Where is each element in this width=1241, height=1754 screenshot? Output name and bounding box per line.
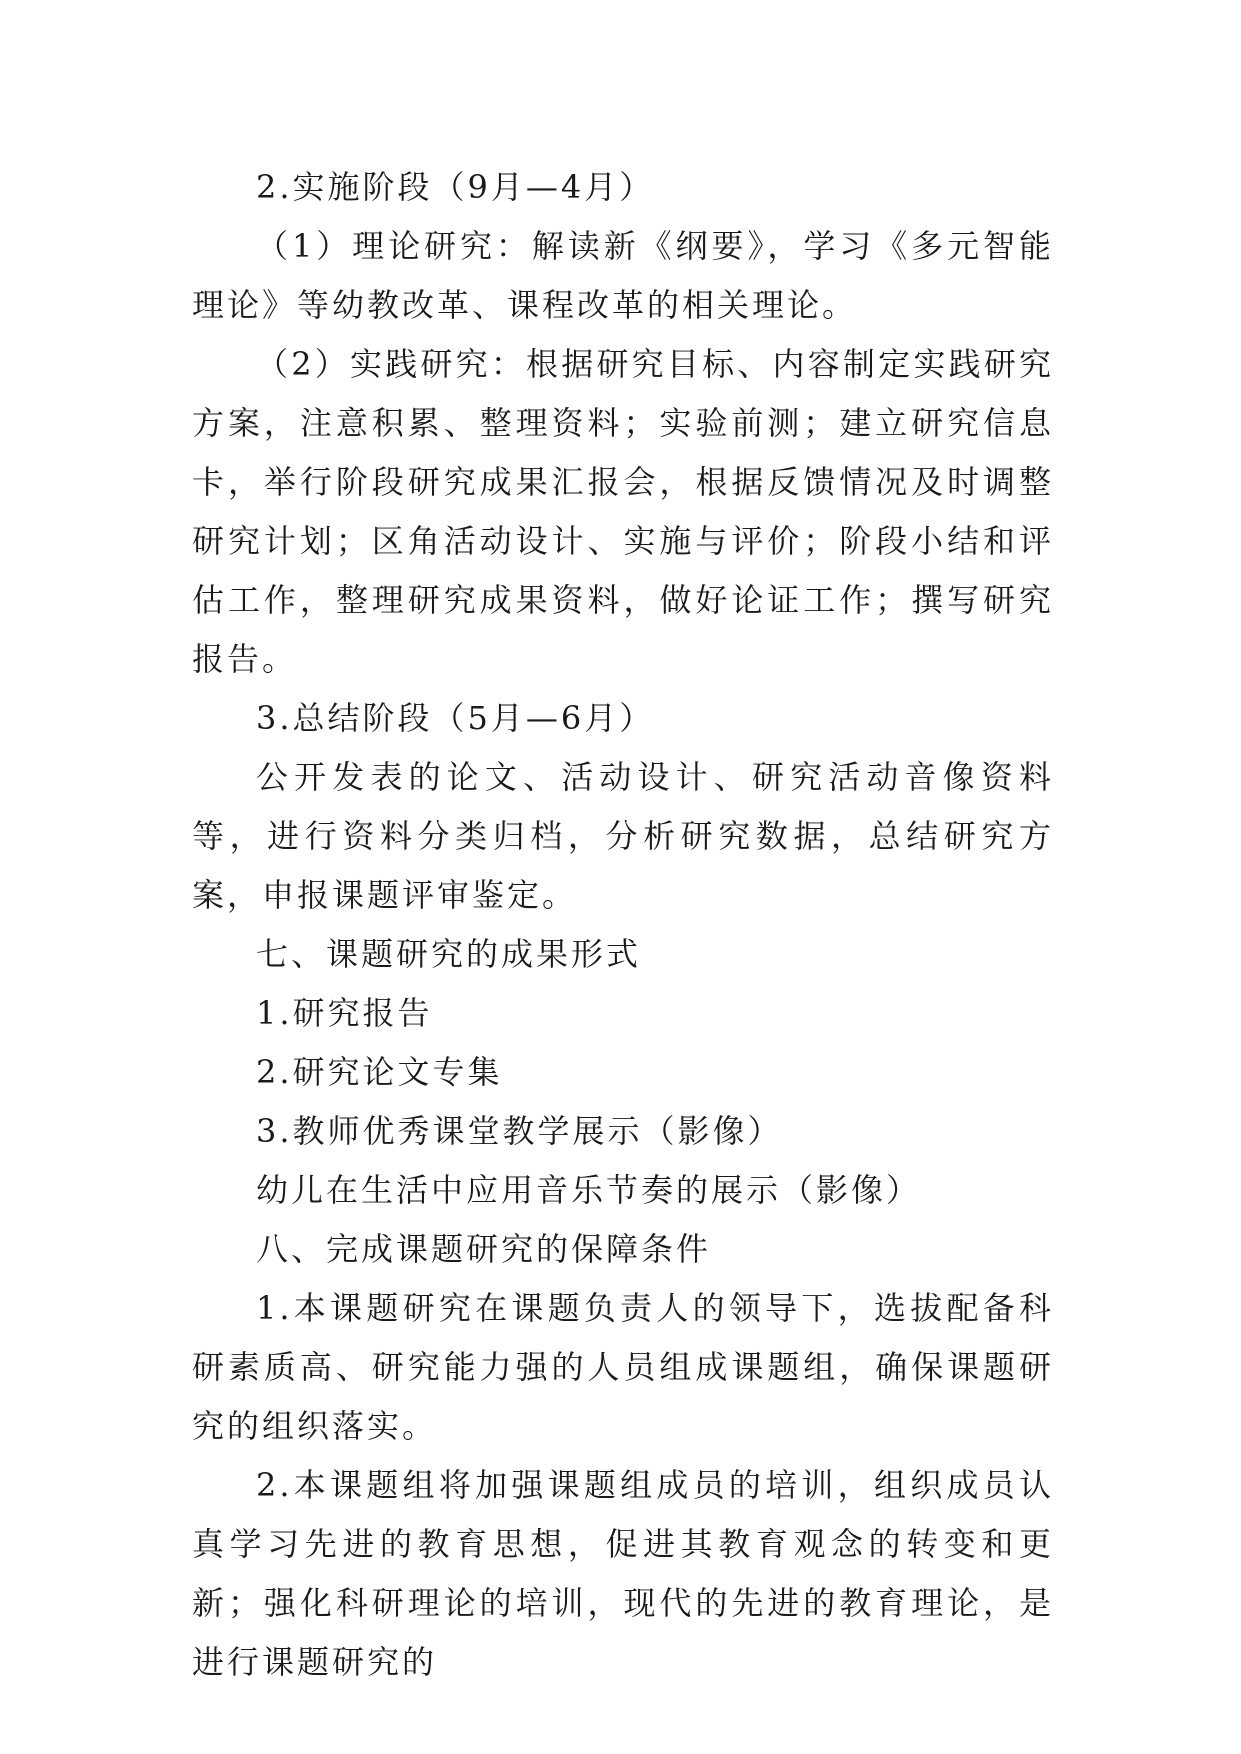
list-item-paper-collection: 2.研究论文专集 xyxy=(256,1053,503,1091)
section-heading-outcome-forms: 七、课题研究的成果形式 xyxy=(256,935,642,973)
paragraph-summary-stage-heading: 3.总结阶段（5月—6月） xyxy=(256,699,655,737)
list-item-teaching-showcase: 3.教师优秀课堂教学展示（影像） xyxy=(256,1112,783,1150)
paragraph-summary-stage-body: 公开发表的论文、活动设计、研究活动音像资料等，进行资料分类归档，分析研究数据，总结研究方案，申报课题评审鉴定。 xyxy=(192,758,1054,914)
paragraph-practice-research: （2）实践研究：根据研究目标、内容制定实践研究方案，注意积累、整理资料；实验前测；建立研究信息卡，举行阶段研究成果汇报会，根据反馈情况及时调整研究计划；区角活动设计、实施与评价；阶段小结和评估工作，整理研究成果资料，做好论证工作；撰写研究报告。 xyxy=(192,345,1054,678)
paragraph-theory-research: （1）理论研究：解读新《纲要》，学习《多元智能理论》等幼教改革、课程改革的相关理论。 xyxy=(192,227,1054,324)
document-body xyxy=(192,158,1054,1692)
section-heading-guarantee-conditions: 八、完成课题研究的保障条件 xyxy=(256,1230,712,1268)
paragraph-guarantee-1: 1.本课题研究在课题负责人的领导下，选拔配备科研素质高、研究能力强的人员组成课题组，确保课题研究的组织落实。 xyxy=(192,1289,1054,1445)
list-item-research-report: 1.研究报告 xyxy=(256,994,433,1032)
list-item-children-rhythm-showcase: 幼儿在生活中应用音乐节奏的展示（影像） xyxy=(256,1171,922,1209)
paragraph-implementation-stage-heading: 2.实施阶段（9月—4月） xyxy=(256,168,655,206)
paragraph-guarantee-2: 2.本课题组将加强课题组成员的培训，组织成员认真学习先进的教育思想，促进其教育观念的转变和更新；强化科研理论的培训，现代的先进的教育理论，是进行课题研究的 xyxy=(192,1466,1054,1681)
